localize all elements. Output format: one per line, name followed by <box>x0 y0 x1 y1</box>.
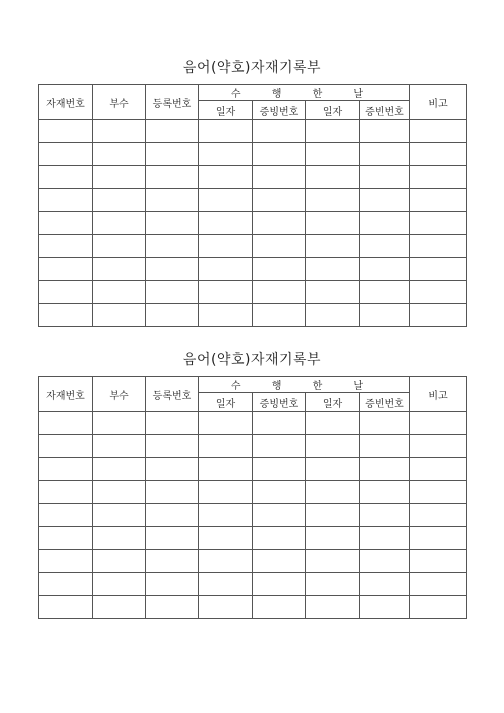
header-performed-day: 수 행 한 날 <box>199 85 410 101</box>
table-cell <box>39 258 93 281</box>
header-copies: 부수 <box>93 85 146 120</box>
table-cell <box>199 504 253 527</box>
table-cell <box>253 573 306 596</box>
header-proof-no-2: 증빈번호 <box>360 393 410 412</box>
table-cell <box>360 166 410 189</box>
table-cell <box>253 235 306 258</box>
table-cell <box>199 120 253 143</box>
table-cell <box>360 435 410 458</box>
table-cell <box>306 120 360 143</box>
table-cell <box>199 281 253 304</box>
table-cell <box>146 481 199 504</box>
table-cell <box>360 281 410 304</box>
table-cell <box>199 212 253 235</box>
table-cell <box>93 412 146 435</box>
table-cell <box>93 166 146 189</box>
table-cell <box>410 412 467 435</box>
table-cell <box>146 550 199 573</box>
table-cell <box>39 143 93 166</box>
header-material-no: 자재번호 <box>39 85 93 120</box>
table-cell <box>410 189 467 212</box>
table-cell <box>93 435 146 458</box>
table-cell <box>39 527 93 550</box>
table-row <box>39 143 467 166</box>
table-cell <box>360 504 410 527</box>
table-cell <box>39 550 93 573</box>
table-cell <box>39 458 93 481</box>
header-material-no: 자재번호 <box>39 377 93 412</box>
table-cell <box>93 258 146 281</box>
table-cell <box>410 435 467 458</box>
table-cell <box>199 189 253 212</box>
table-cell <box>39 212 93 235</box>
table-cell <box>360 527 410 550</box>
header-copies: 부수 <box>93 377 146 412</box>
table-cell <box>199 573 253 596</box>
table-row <box>39 412 467 435</box>
table-cell <box>199 412 253 435</box>
table-cell <box>253 212 306 235</box>
table-cell <box>199 550 253 573</box>
table-row <box>39 212 467 235</box>
table-row <box>39 304 467 327</box>
table-cell <box>199 481 253 504</box>
table-cell <box>39 481 93 504</box>
table-cell <box>93 304 146 327</box>
table-cell <box>146 596 199 619</box>
table-cell <box>253 412 306 435</box>
table-cell <box>93 458 146 481</box>
table-cell <box>253 596 306 619</box>
header-reg-no: 등록번호 <box>146 377 199 412</box>
table-cell <box>253 435 306 458</box>
table-cell <box>410 235 467 258</box>
table-cell <box>410 166 467 189</box>
table-cell <box>146 412 199 435</box>
table-cell <box>146 120 199 143</box>
header-remarks: 비고 <box>410 377 467 412</box>
table-cell <box>410 596 467 619</box>
table-cell <box>360 481 410 504</box>
table-cell <box>93 120 146 143</box>
table-cell <box>146 435 199 458</box>
header-date-1: 일자 <box>199 393 253 412</box>
table-cell <box>253 281 306 304</box>
table-cell <box>39 166 93 189</box>
table-cell <box>410 550 467 573</box>
table-cell <box>410 458 467 481</box>
table-cell <box>39 412 93 435</box>
table-cell <box>306 527 360 550</box>
table-row <box>39 435 467 458</box>
table-cell <box>146 143 199 166</box>
table-cell <box>360 412 410 435</box>
table-cell <box>39 281 93 304</box>
table-cell <box>410 527 467 550</box>
table-cell <box>93 212 146 235</box>
table-cell <box>146 189 199 212</box>
table-cell <box>39 435 93 458</box>
table-cell <box>146 235 199 258</box>
table-cell <box>39 504 93 527</box>
table-cell <box>360 212 410 235</box>
table-row <box>39 527 467 550</box>
header-date-2: 일자 <box>306 101 360 120</box>
table-cell <box>410 281 467 304</box>
table-cell <box>146 304 199 327</box>
table-cell <box>253 166 306 189</box>
table-cell <box>360 458 410 481</box>
table-cell <box>39 596 93 619</box>
ledger-body <box>39 120 467 327</box>
table-cell <box>199 166 253 189</box>
table-cell <box>253 550 306 573</box>
table-cell <box>253 304 306 327</box>
table-row <box>39 258 467 281</box>
table-row <box>39 458 467 481</box>
header-proof-no-2: 증빈번호 <box>360 101 410 120</box>
table-cell <box>410 573 467 596</box>
table-cell <box>199 143 253 166</box>
table-cell <box>253 481 306 504</box>
table-cell <box>39 304 93 327</box>
table-cell <box>306 258 360 281</box>
header-proof-no-1: 증빙번호 <box>253 393 306 412</box>
table-cell <box>253 143 306 166</box>
table-cell <box>306 143 360 166</box>
table-cell <box>410 212 467 235</box>
table-cell <box>39 189 93 212</box>
table-cell <box>253 458 306 481</box>
table-row <box>39 504 467 527</box>
table-cell <box>306 212 360 235</box>
table-cell <box>360 143 410 166</box>
table-cell <box>199 258 253 281</box>
ledger-form-1 <box>38 58 466 327</box>
table-cell <box>410 481 467 504</box>
table-cell <box>93 235 146 258</box>
table-cell <box>199 304 253 327</box>
table-cell <box>306 412 360 435</box>
table-cell <box>253 258 306 281</box>
ledger-table <box>38 376 467 619</box>
table-cell <box>93 596 146 619</box>
table-cell <box>93 573 146 596</box>
table-cell <box>146 573 199 596</box>
table-cell <box>39 235 93 258</box>
table-cell <box>93 143 146 166</box>
table-cell <box>306 596 360 619</box>
table-cell <box>146 212 199 235</box>
table-row <box>39 573 467 596</box>
table-cell <box>306 573 360 596</box>
table-cell <box>306 235 360 258</box>
ledger-body <box>39 412 467 619</box>
table-cell <box>306 481 360 504</box>
table-cell <box>306 166 360 189</box>
table-cell <box>93 481 146 504</box>
table-cell <box>146 504 199 527</box>
header-proof-no-1: 증빙번호 <box>253 101 306 120</box>
table-cell <box>253 120 306 143</box>
table-row <box>39 550 467 573</box>
table-cell <box>253 504 306 527</box>
table-cell <box>199 458 253 481</box>
header-date-1: 일자 <box>199 101 253 120</box>
table-cell <box>253 527 306 550</box>
form-title: 음어(약호)자재기록부 <box>182 60 322 76</box>
table-cell <box>199 596 253 619</box>
table-cell <box>93 189 146 212</box>
table-row <box>39 120 467 143</box>
table-row <box>39 189 467 212</box>
table-cell <box>93 550 146 573</box>
ledger-table <box>38 84 467 327</box>
table-cell <box>410 258 467 281</box>
form-title: 음어(약호)자재기록부 <box>182 352 322 368</box>
table-row <box>39 235 467 258</box>
table-cell <box>360 304 410 327</box>
table-cell <box>360 573 410 596</box>
table-cell <box>306 281 360 304</box>
table-cell <box>306 504 360 527</box>
table-cell <box>146 281 199 304</box>
table-cell <box>146 258 199 281</box>
header-reg-no: 등록번호 <box>146 85 199 120</box>
table-cell <box>306 458 360 481</box>
table-cell <box>360 550 410 573</box>
table-cell <box>93 504 146 527</box>
table-cell <box>306 435 360 458</box>
table-cell <box>39 573 93 596</box>
table-cell <box>199 527 253 550</box>
header-performed-day: 수 행 한 날 <box>199 377 410 393</box>
table-cell <box>410 143 467 166</box>
table-cell <box>199 435 253 458</box>
table-cell <box>360 596 410 619</box>
table-cell <box>93 281 146 304</box>
table-cell <box>39 120 93 143</box>
table-cell <box>306 550 360 573</box>
table-cell <box>146 527 199 550</box>
header-remarks: 비고 <box>410 85 467 120</box>
table-cell <box>306 304 360 327</box>
table-cell <box>253 189 306 212</box>
table-cell <box>360 235 410 258</box>
header-date-2: 일자 <box>306 393 360 412</box>
table-row <box>39 166 467 189</box>
table-cell <box>410 504 467 527</box>
table-cell <box>360 258 410 281</box>
table-cell <box>93 527 146 550</box>
table-cell <box>146 458 199 481</box>
ledger-form-2 <box>38 350 466 619</box>
table-cell <box>410 120 467 143</box>
table-row <box>39 281 467 304</box>
table-row <box>39 596 467 619</box>
table-row <box>39 481 467 504</box>
table-cell <box>360 120 410 143</box>
table-cell <box>306 189 360 212</box>
table-cell <box>146 166 199 189</box>
table-cell <box>360 189 410 212</box>
table-cell <box>199 235 253 258</box>
table-cell <box>410 304 467 327</box>
